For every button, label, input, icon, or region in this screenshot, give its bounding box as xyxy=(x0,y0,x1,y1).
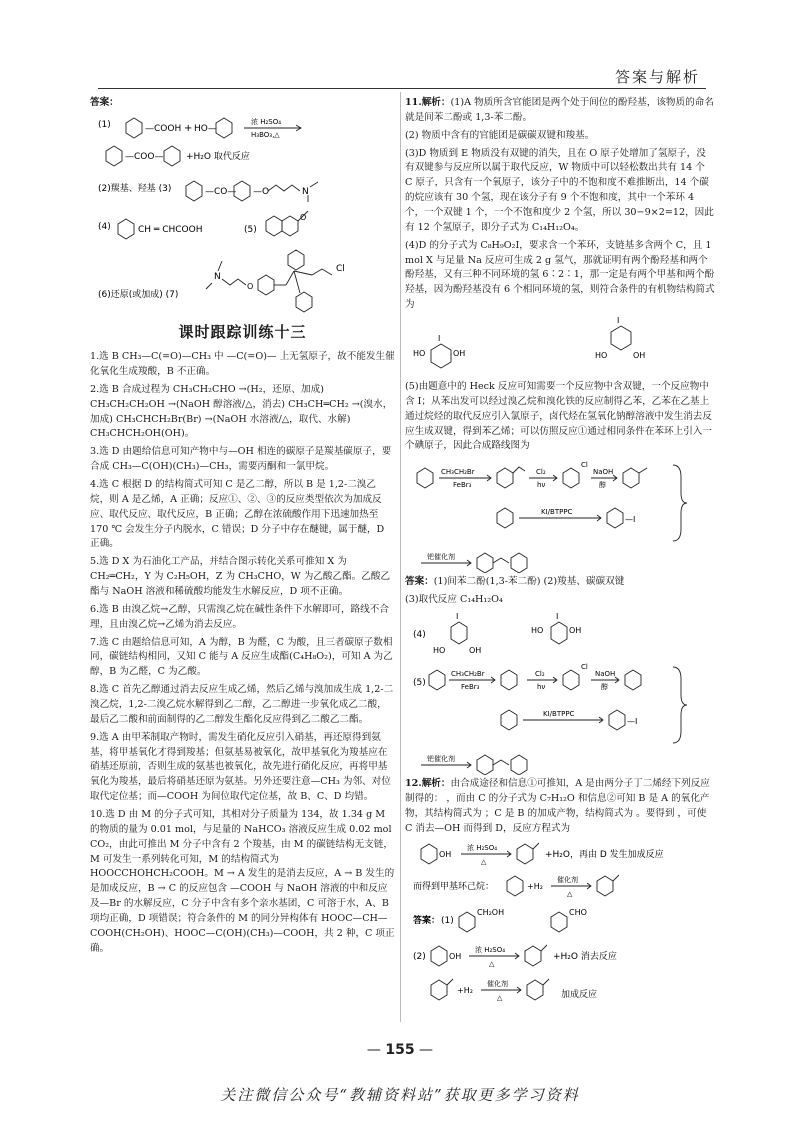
q12-label: 12.解析： xyxy=(405,778,451,790)
q11-answer-label: 答案： xyxy=(405,576,434,588)
item-8: 8.选 C 首先乙醇通过消去反应生成乙烯，然后乙烯与溴加成生成 1,2-二溴乙烷，1,2-二溴乙烷水解得到乙二醇，乙二醇进一步氧化成乙二酸，最后乙二酸和前面制得的乙二醇发生酯化反应得到乙二酸乙二酯。 xyxy=(90,684,394,725)
q12-dehydration xyxy=(411,839,711,869)
q11-line-4: (4)D 的分子式为 C₈H₉O₂I，要求含一个苯环，支链基多含两个 C，且 1 mol X 与足量 Na 反应可生成 2 g 氢气，那就证明有两个酚羟基和两个酚羟基，又有三种不同环境的氢 6∶2∶1，那一定是有两个甲基和两个酚羟基，因为酚羟基没有 6 个相同环境的氢，则符合条件的有机物结构简式为 xyxy=(405,239,715,311)
q11-analysis xyxy=(405,96,715,126)
svg-text:催化剂: 催化剂 xyxy=(557,876,578,885)
item-3: 3.选 D 由题给信息可知产物中与—OH 相连的碳原子是羰基碳原子，要合成 CH₃—C(OH)(CH₃)—CH₃，需要丙酮和一氯甲烷。 xyxy=(90,446,392,473)
q11-line-3: (3)D 物质到 E 物质没有双键的消失，且在 O 原子处增加了氢原子，没有双键参与反应所以属于取代反应，W 物质中可以轻松数出共有 14 个 C 原子，只含有一个氧原子，该分子中的不饱和度不难推断出，14 个碳的烷应该有 30 个氢，现在该分子有 9 个不饱和度，其中一个苯环 4 个，一个双键 1 个，一个不饱和度少 2 个氢，所以 30−9×2=12，因此有 12 个氢原子，即分子式为 C₁₄H₁₂O₄。 xyxy=(405,147,714,233)
svg-text:OH: OH xyxy=(469,646,482,656)
item-1: 1.选 B CH₃—C(=O)—CH₃ 中 —C(=O)— 上无氢原子，故不能发生催化氧化生成羧酸，B 不正确。 xyxy=(90,351,395,377)
item-7: 7.选 C 由题给信息可知，A 为醇，B 为醛，C 为酸，且三者碳原子数相同，碳链结构相同，又知 C 能与 A 反应生成酯(C₄H₈O₂)，可知 A 为乙醇，B 为乙醛，C 为乙酸。 xyxy=(90,636,393,678)
svg-text:HO: HO xyxy=(595,351,608,361)
q11-answer xyxy=(405,575,715,590)
svg-text:CHO: CHO xyxy=(569,908,587,918)
svg-text:CH₃CH₂Br: CH₃CH₂Br xyxy=(451,670,485,679)
svg-text:O: O xyxy=(247,281,254,291)
svg-text:△: △ xyxy=(567,890,573,899)
svg-text:HO: HO xyxy=(433,646,446,656)
right-column xyxy=(405,96,715,1026)
q12-answer-1 xyxy=(411,903,711,939)
q12-answer-2 xyxy=(411,941,711,973)
q11-answer-heck-step xyxy=(411,753,711,775)
svg-text:答案：: 答案： xyxy=(413,916,441,927)
header-rule xyxy=(98,88,706,89)
svg-text:N: N xyxy=(302,186,309,197)
svg-text:醇: 醇 xyxy=(599,481,606,490)
q11-line-2: (2) 物质中含有的官能团是碳碳双键和羧基。 xyxy=(405,129,595,141)
svg-text:OH: OH xyxy=(453,349,466,359)
cinnamic-acid-structure xyxy=(96,205,386,247)
svg-text:—COO—: —COO— xyxy=(125,151,164,162)
svg-text:(5): (5) xyxy=(413,678,426,689)
q11-answer-5-route xyxy=(411,659,711,751)
tamoxifen-like-structure xyxy=(96,249,386,315)
item-9: 9.选 A 由甲苯制取产物时，需发生硝化反应引入硝基，再还原得到氨基，将甲基氧化才得到羧基；但氨基易被氧化，故甲基氧化为羧基应在硝基还原前，否则生成的氨基也被氧化，故先进行硝化反应，再将甲基氧化为羧基，最后将硝基还原为氨基。另外还要注意—CH₃ 为邻、对位取代定位基；而—COOH 为间位取代定位基，故 B、C、D 均错。 xyxy=(90,731,391,803)
q11-synthesis-route xyxy=(411,457,711,549)
svg-text:O: O xyxy=(300,212,307,222)
svg-text:NaOH: NaOH xyxy=(593,468,614,477)
svg-text:(1): (1) xyxy=(441,916,454,927)
svg-text:N: N xyxy=(214,271,221,282)
svg-text:—I: —I xyxy=(627,717,638,727)
svg-text:OH: OH xyxy=(633,351,646,361)
svg-text:FeBr₃: FeBr₃ xyxy=(461,683,480,692)
svg-text:FeBr₃: FeBr₃ xyxy=(453,481,472,490)
svg-text:hν: hν xyxy=(537,683,546,692)
svg-text:Cl: Cl xyxy=(581,663,588,672)
svg-text:HO: HO xyxy=(531,626,544,636)
answer-label: 答案： xyxy=(90,97,119,108)
svg-text:浓 H₂SO₄: 浓 H₂SO₄ xyxy=(467,844,498,853)
svg-text:I: I xyxy=(438,334,441,344)
cond-top: 浓 H₂SO₄ xyxy=(251,117,282,126)
svg-text:CH₃CH₂Br: CH₃CH₂Br xyxy=(441,468,475,477)
svg-text:△: △ xyxy=(489,960,495,969)
q11-answer-2: (3)取代反应 C₁₄H₁₂O₄ xyxy=(405,594,503,606)
svg-text:(2): (2) xyxy=(413,952,426,963)
q12-answer-3 xyxy=(411,975,711,1007)
svg-text:催化剂: 催化剂 xyxy=(487,980,508,989)
svg-text:而得到甲基环己烷：: 而得到甲基环己烷： xyxy=(413,882,495,893)
ketone-structure xyxy=(96,173,386,203)
svg-text:—O: —O xyxy=(253,186,270,197)
previous-answer xyxy=(90,96,395,315)
svg-text:I: I xyxy=(456,612,459,622)
svg-text:KI/BTPPC: KI/BTPPC xyxy=(543,710,575,719)
esterification-reaction xyxy=(96,113,386,171)
item-2: 2.选 B 合成过程为 CH₃CH₂CHO →(H₂，还原、加成) CH₃CH₂CH₂OH →(NaOH 醇溶液/△，消去) CH₃CH═CH₂ →(溴水，加成) CH₃CHCH₂Br(Br) →(NaOH 水溶液/△，取代、水解) CH₃CHCH₂OH(OH)。 xyxy=(90,383,393,440)
section-title: 课时跟踪训练十三 xyxy=(178,322,307,341)
svg-text:△: △ xyxy=(481,858,487,867)
svg-text:Cl: Cl xyxy=(581,461,588,470)
item-6: 6.选 B 由溴乙烷→乙醇，只需溴乙烷在碱性条件下水解即可，路线不合理，且由溴乙烷→乙烯为消去反应。 xyxy=(90,603,389,630)
svg-text:加成反应: 加成反应 xyxy=(561,990,598,1001)
svg-text:CH ═ CHCOOH: CH ═ CHCOOH xyxy=(138,224,203,235)
q12-hydrogenation xyxy=(411,871,711,901)
svg-text:—CO—: —CO— xyxy=(205,186,237,197)
footer-note: 关注微信公众号“教辅资料站”获取更多学习资料 xyxy=(220,1086,580,1104)
svg-text:OH: OH xyxy=(439,850,452,860)
svg-text:hν: hν xyxy=(537,481,546,490)
q12-line-1: 由合成途径和信息①可推知，A 是由两分子丁二烯经下列反应制得的： ，而由 C 的分子式为 C₇H₁₂O 和信息②可知 B 是 A 的氧化产物，其结构简式为 ；C 是 B 的加成产物，结构简式为 。要得到 ，可使 C 消去—OH 而得到 D，反应方程式为 xyxy=(405,778,710,834)
svg-text:+H₂: +H₂ xyxy=(457,986,473,996)
q11-isomer-structures xyxy=(411,316,711,378)
item-10: 10.选 D 由 M 的分子式可知，其相对分子质量为 134，故 1.34 g M 的物质的量为 0.01 mol，与足量的 NaHCO₃ 溶液反应生成 0.02 mol CO₂，由此可推出 M 分子中含有 2 个羧基，由 M 的碳链结构无支链，M 可发生一系列转化可知，M 的结构简式为 HOOCCHOHCH₂COOH。M → A 发生的是消去反应，A → B 发生的是加成反应，B → C 的反应包含 —COOH 与 NaOH 溶液的中和反应及—Br 的水解反应，C 分子中含有多个亲水基团，C 可溶于水，A、B 项均正确，D 项错误；符合条件的 M 的同分异构体有 HOOC—CH—COOH(CH₂OH)、HOOC—C(OH)(CH₃)—COOH，共 2 种，C 项正确。 xyxy=(90,809,395,954)
svg-text:OH: OH xyxy=(569,626,582,636)
svg-text:—COOH: —COOH xyxy=(145,123,182,134)
svg-text:NaOH: NaOH xyxy=(595,670,616,679)
cond-bottom: H₃BO₃,△ xyxy=(251,130,280,139)
svg-text:(1): (1) xyxy=(98,119,111,130)
svg-text:HO: HO xyxy=(413,349,426,359)
q11-answer-4-structures xyxy=(411,611,711,657)
svg-text:Cl₂: Cl₂ xyxy=(536,468,546,477)
q11-answer-1: (1)间苯二酚(1,3-苯二酚) (2)羧基、碳碳双键 xyxy=(433,576,625,588)
svg-text:KI/BTPPC: KI/BTPPC xyxy=(541,508,573,517)
svg-text:—I: —I xyxy=(625,515,636,525)
left-column xyxy=(90,96,395,1026)
svg-text:+H₂O 取代反应: +H₂O 取代反应 xyxy=(186,151,250,162)
svg-text:(6)还原(或加成) (7): (6)还原(或加成) (7) xyxy=(98,289,179,300)
svg-text:(5): (5) xyxy=(244,224,257,235)
svg-text:钯催化剂: 钯催化剂 xyxy=(427,553,455,562)
svg-text:Cl: Cl xyxy=(336,263,345,274)
q11-line-1: (1)A 物质所含官能团是两个处于间位的酚羟基，该物质的命名就是间苯二酚或 1,3-苯二酚。 xyxy=(405,97,714,123)
page-number: — 155 — xyxy=(0,1040,800,1062)
svg-text:+: + xyxy=(184,122,193,134)
svg-text:CH₂OH: CH₂OH xyxy=(477,908,505,918)
svg-text:+H₂O 消去反应: +H₂O 消去反应 xyxy=(553,952,617,963)
q12-analysis xyxy=(405,777,715,836)
item-4: 4.选 C 根据 D 的结构简式可知 C 是乙二醇，所以 B 是 1,2-二溴乙烷，则 A 是乙烯，A 正确；反应①、②、③的反应类型依次为加成反应、取代反应、取代反应，B 正确；乙醇在浓硫酸作用下迅速加热至 170 ℃ 会发生分子内脱水，C 错误；D 分子中存在醚键，属于醚，D 正确。 xyxy=(90,478,385,550)
svg-text:I: I xyxy=(556,612,559,622)
svg-text:(2)羰基、羟基 (3): (2)羰基、羟基 (3) xyxy=(98,183,172,194)
q11-heck-step xyxy=(411,551,711,573)
svg-text:(4): (4) xyxy=(413,630,426,641)
svg-text:醇: 醇 xyxy=(601,683,608,692)
svg-text:+H₂: +H₂ xyxy=(527,882,543,892)
svg-text:(4): (4) xyxy=(98,221,111,232)
svg-text:Cl₂: Cl₂ xyxy=(535,670,545,679)
q11-line-5: (5)由题意中的 Heck 反应可知需要一个反应物中含双键，一个反应物中含 I；从苯出发可以经过溴乙烷和溴化铁的反应制得乙苯，乙苯在乙基上通过烷烃的取代反应引入氯原子，卤代烃在氢氧化钠醇溶液中发生消去反应生成双键，得到苯乙烯；可以仿照反应①通过相同条件在苯环上引入一个碘原子，因此合成路线图为 xyxy=(405,381,712,452)
svg-text:△: △ xyxy=(497,994,503,1003)
svg-text:浓 H₂SO₄: 浓 H₂SO₄ xyxy=(475,946,506,955)
svg-text:钯催化剂: 钯催化剂 xyxy=(427,755,455,764)
svg-text:HO—: HO— xyxy=(194,123,217,134)
svg-text:+H₂O，再由 D 发生加成反应: +H₂O，再由 D 发生加成反应 xyxy=(545,850,664,861)
q11-label: 11.解析： xyxy=(405,97,451,108)
header-title: 答案与解析 xyxy=(614,68,700,86)
svg-text:OH: OH xyxy=(449,952,462,962)
item-5: 5.选 D X 为石油化工产品，并结合图示转化关系可推知 X 为 CH₂═CH₂，Y 为 C₂H₅OH，Z 为 CH₃CHO，W 为乙酸乙酯。乙酸乙酯与 NaOH 溶液和稀硫酸均能发生水解反应，D 项不正确。 xyxy=(90,556,391,597)
svg-text:I: I xyxy=(617,316,620,326)
column-divider xyxy=(400,92,401,1022)
